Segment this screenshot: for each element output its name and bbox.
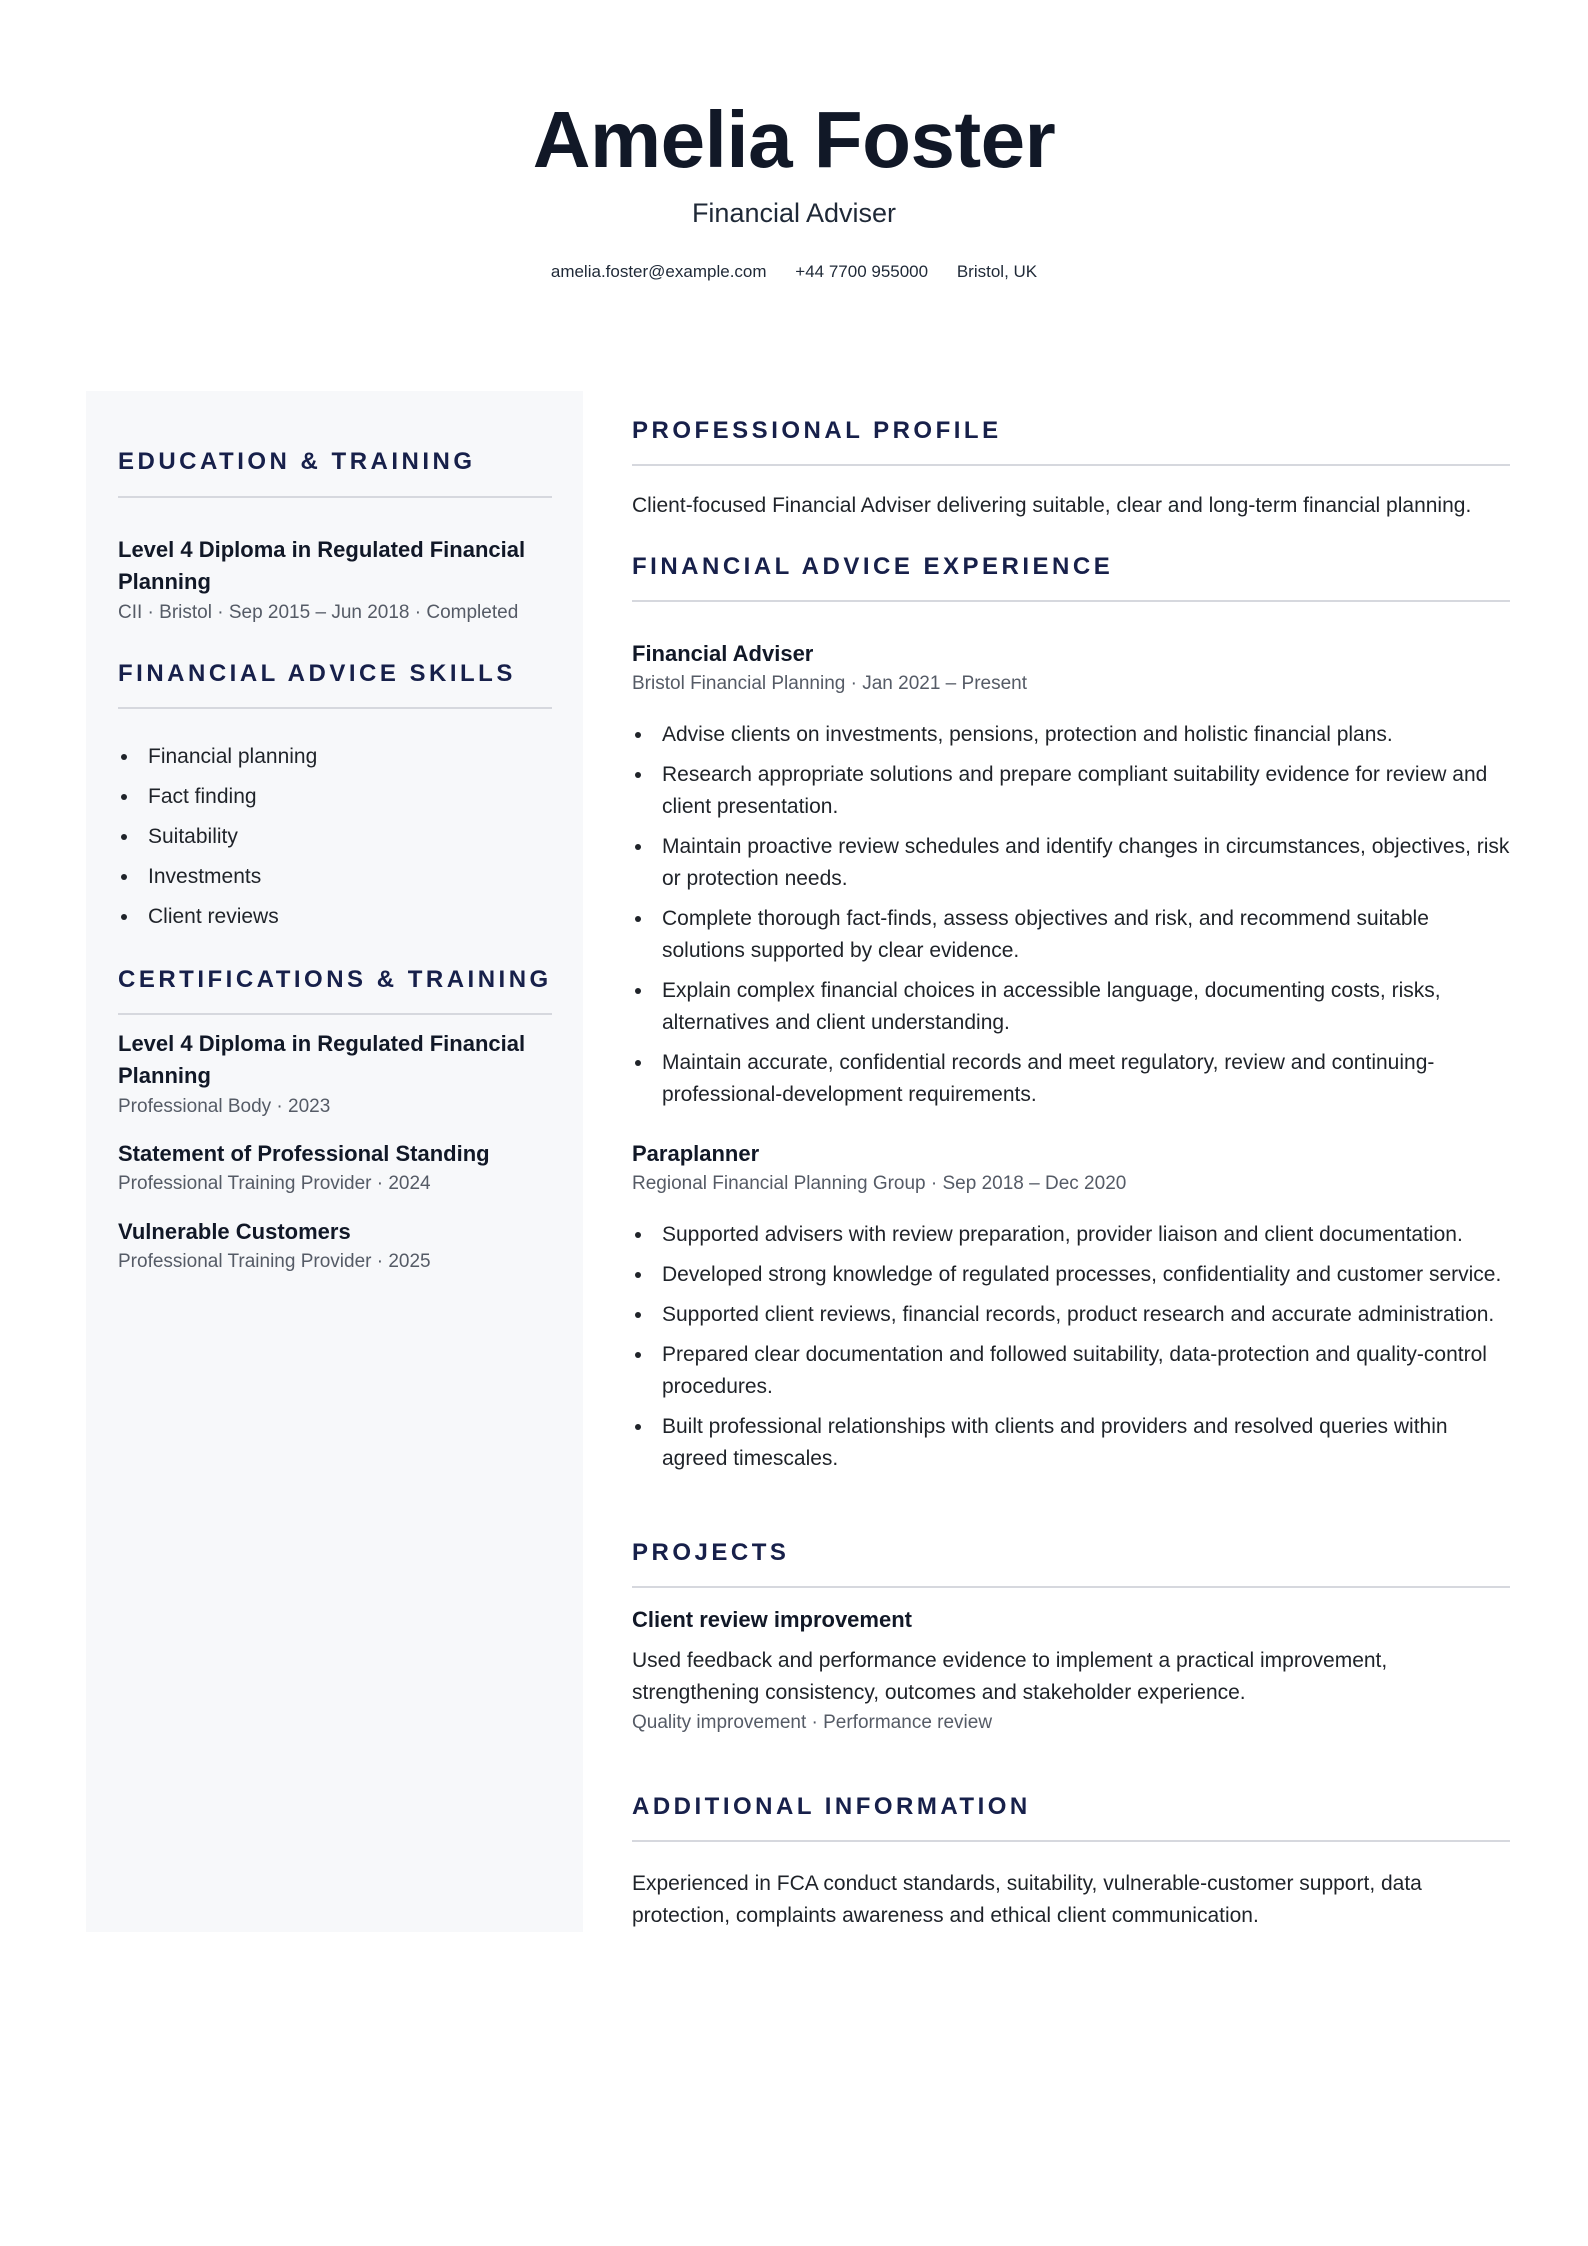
experience-divider xyxy=(632,600,1510,602)
email-text: amelia.foster@example.com xyxy=(550,262,767,281)
profile-divider xyxy=(632,464,1510,466)
job-bullet: Developed strong knowledge of regulated processes, confidentiality and customer service. xyxy=(632,1259,1512,1291)
education-heading: EDUCATION & TRAINING xyxy=(118,448,476,475)
candidate-name: Amelia Foster xyxy=(532,95,1056,184)
job-title: Financial Adviser xyxy=(691,198,897,228)
skill-item: Financial planning xyxy=(118,741,552,773)
project-text: Used feedback and performance evidence to implement a practical improvement, strengthening consistency, outcomes and stakeholder experience. xyxy=(632,1649,1388,1704)
projects-divider xyxy=(632,1586,1510,1588)
project-tags: Quality improvement · Performance review xyxy=(632,1712,993,1733)
job-bullet: Advise clients on investments, pensions, protection and holistic financial plans. xyxy=(632,719,1512,751)
job-bullet: Research appropriate solutions and prepare compliant suitability evidence for review and client presentation. xyxy=(632,759,1512,823)
skills-heading: FINANCIAL ADVICE SKILLS xyxy=(118,660,516,687)
certification-title: Level 4 Diploma in Regulated Financial Planning xyxy=(118,1031,526,1088)
skill-item: Fact finding xyxy=(118,781,552,813)
certification-title: Vulnerable Customers xyxy=(118,1219,351,1244)
job-bullets-1 xyxy=(632,719,1512,1119)
skill-item: Client reviews xyxy=(118,901,552,933)
job-bullet: Complete thorough fact-finds, assess objectives and risk, and recommend suitable solutions supported by clear evidence. xyxy=(632,903,1512,967)
job-bullet: Supported client reviews, financial records, product research and accurate administration. xyxy=(632,1299,1512,1331)
certifications-divider xyxy=(118,1013,552,1015)
job-bullet: Built professional relationships with clients and providers and resolved queries within agreed timescales. xyxy=(632,1411,1512,1475)
location-text: Bristol, UK xyxy=(956,262,1038,281)
job-bullet: Maintain accurate, confidential records and meet regulatory, review and continuing-professional-development requirements. xyxy=(632,1047,1512,1111)
profile-text: Client-focused Financial Adviser delivering suitable, clear and long-term financial planning. xyxy=(632,494,1472,517)
job-title-2: Paraplanner xyxy=(632,1141,760,1166)
phone-text: +44 7700 955000 xyxy=(795,262,929,281)
job-meta-2: Regional Financial Planning Group · Sep 2018 – Dec 2020 xyxy=(632,1173,1127,1194)
experience-heading: FINANCIAL ADVICE EXPERIENCE xyxy=(632,553,1114,580)
certifications-heading: CERTIFICATIONS & TRAINING xyxy=(118,966,552,993)
skill-item: Investments xyxy=(118,861,552,893)
certification-meta: Professional Training Provider · 2025 xyxy=(118,1251,431,1272)
job-meta-1: Bristol Financial Planning · Jan 2021 – Present xyxy=(632,673,1028,694)
certification-meta: Professional Body · 2023 xyxy=(118,1096,331,1117)
certification-title: Statement of Professional Standing xyxy=(118,1141,490,1166)
job-bullet: Supported advisers with review preparation, provider liaison and client documentation. xyxy=(632,1219,1512,1251)
job-bullets-2 xyxy=(632,1219,1512,1483)
job-bullet: Maintain proactive review schedules and identify changes in circumstances, objectives, risk or protection needs. xyxy=(632,831,1512,895)
job-title-1: Financial Adviser xyxy=(632,641,814,666)
additional-divider xyxy=(632,1840,1510,1842)
education-meta: CII · Bristol · Sep 2015 – Jun 2018 · Completed xyxy=(118,602,519,623)
additional-text: Experienced in FCA conduct standards, suitability, vulnerable-customer support, data protection, complaints awareness and ethical client communication. xyxy=(632,1872,1422,1927)
skill-item: Suitability xyxy=(118,821,552,853)
additional-heading: ADDITIONAL INFORMATION xyxy=(632,1793,1031,1820)
projects-heading: PROJECTS xyxy=(632,1539,790,1566)
contact-line xyxy=(0,261,1588,283)
education-title: Level 4 Diploma in Regulated Financial Planning xyxy=(118,537,526,594)
project-title: Client review improvement xyxy=(632,1607,912,1632)
job-bullet: Explain complex financial choices in accessible language, documenting costs, risks, alternatives and client understanding. xyxy=(632,975,1512,1039)
skills-divider xyxy=(118,707,552,709)
certification-meta: Professional Training Provider · 2024 xyxy=(118,1173,431,1194)
skills-list xyxy=(118,741,552,941)
job-bullet: Prepared clear documentation and followed suitability, data-protection and quality-control procedures. xyxy=(632,1339,1512,1403)
education-divider xyxy=(118,496,552,498)
profile-heading: PROFESSIONAL PROFILE xyxy=(632,417,1002,444)
